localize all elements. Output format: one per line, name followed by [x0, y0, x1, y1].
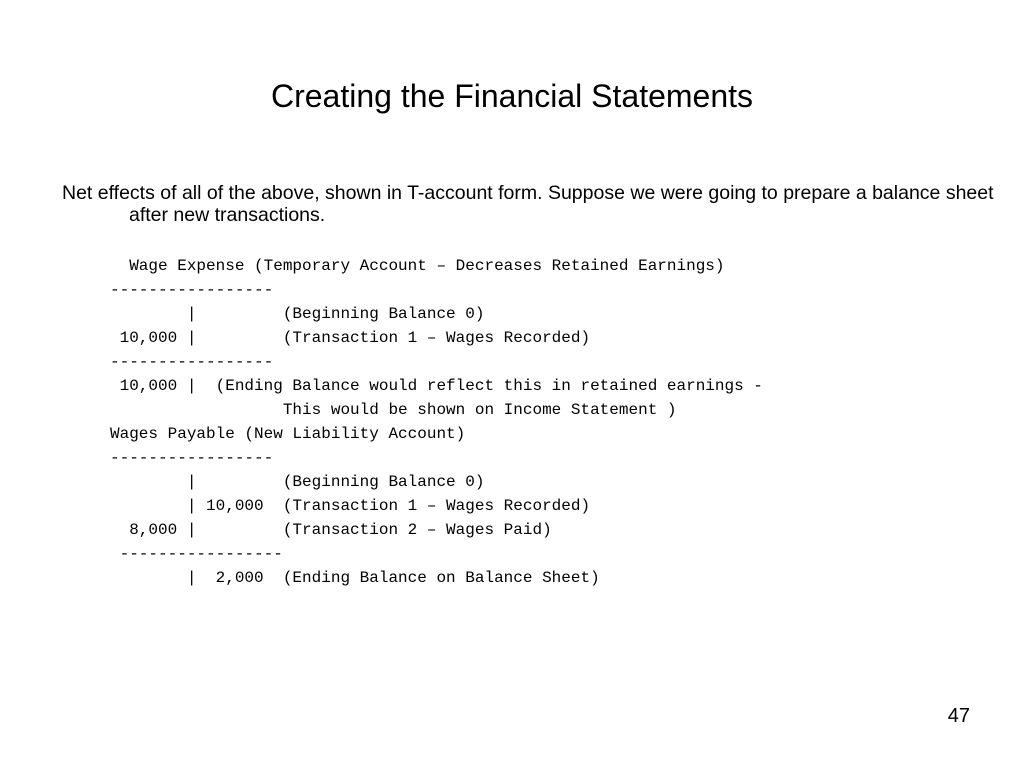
wages-payable-divider-bottom: -----------------	[110, 545, 283, 563]
intro-paragraph: Net effects of all of the above, shown in T-account form. Suppose we were going to prepare a balance sheet after new transactions.	[62, 182, 994, 226]
wage-expense-transaction-1: 10,000 | (Transaction 1 – Wages Recorded)	[110, 329, 591, 347]
wages-payable-divider-top: -----------------	[110, 449, 274, 467]
wages-payable-transaction-2: 8,000 | (Transaction 2 – Wages Paid)	[110, 521, 552, 539]
wage-expense-heading: Wage Expense (Temporary Account – Decreases Retained Earnings)	[110, 257, 725, 275]
wage-expense-divider-bottom: -----------------	[110, 353, 274, 371]
wages-payable-beginning-balance: | (Beginning Balance 0)	[110, 473, 485, 491]
page-number: 47	[947, 705, 970, 727]
wage-expense-divider-top: -----------------	[110, 281, 274, 299]
wage-expense-ending-note: This would be shown on Income Statement )	[110, 401, 677, 419]
wages-payable-heading: Wages Payable (New Liability Account)	[110, 425, 466, 443]
wages-payable-ending-balance: | 2,000 (Ending Balance on Balance Sheet)	[110, 569, 600, 587]
wage-expense-beginning-balance: | (Beginning Balance 0)	[110, 305, 485, 323]
t-account-ledger	[110, 254, 763, 590]
wages-payable-transaction-1: | 10,000 (Transaction 1 – Wages Recorded)	[110, 497, 591, 515]
wage-expense-ending-balance: 10,000 | (Ending Balance would reflect this in retained earnings -	[110, 377, 763, 395]
slide-title: Creating the Financial Statements	[270, 78, 754, 114]
